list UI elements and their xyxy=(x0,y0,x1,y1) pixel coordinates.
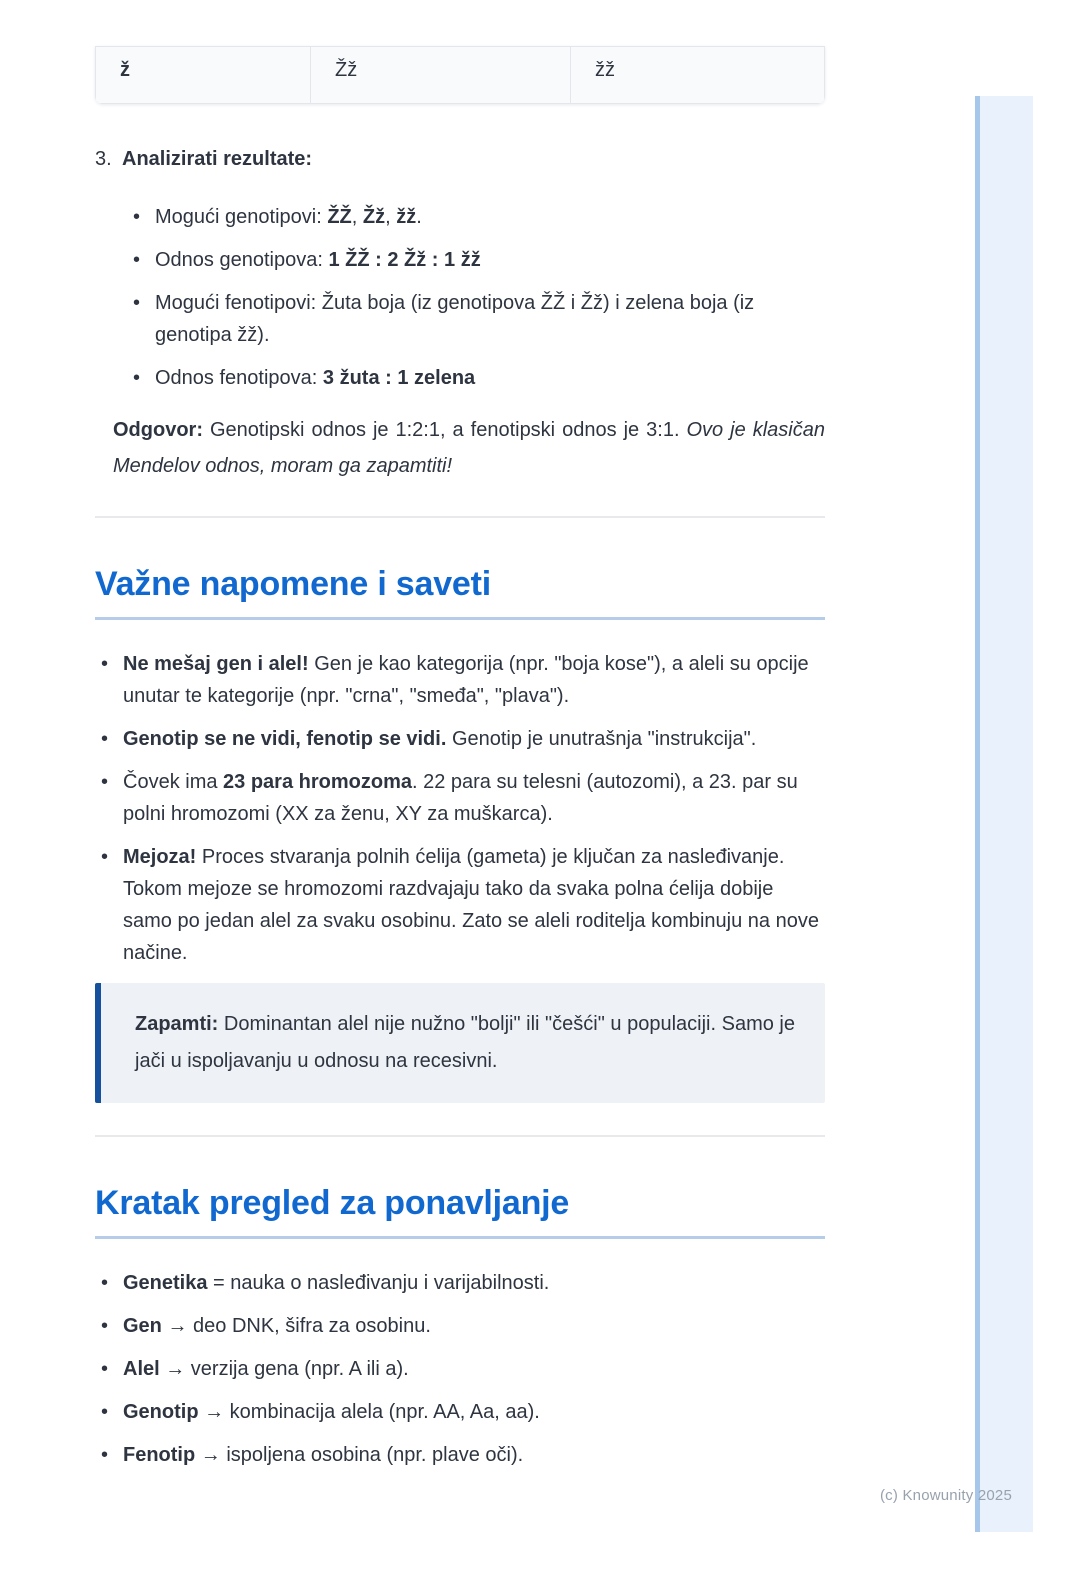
document-content xyxy=(95,46,825,1471)
review-list xyxy=(95,1267,825,1471)
section-divider xyxy=(95,516,825,518)
page-side-highlight-bar xyxy=(975,96,1033,1532)
list-item: • Čovek ima 23 para hromozoma. 22 para su telesni (autozomi), a 23. par su polni hromozomi (XX za ženu, XY za muškarca). xyxy=(123,766,825,830)
list-item: • Alel → verzija gena (npr. A ili a). xyxy=(123,1353,825,1385)
list-item: • Genetika = nauka o nasleđivanju i varijabilnosti. xyxy=(123,1267,825,1299)
list-item: • Odnos fenotipova: 3 žuta : 1 zelena xyxy=(155,362,815,394)
step-title: Analizirati rezultate: xyxy=(122,148,313,170)
callout-box: Zapamti: Dominantan alel nije nužno "bolji" ili "češći" u populaciji. Samo je jači u ispoljavanju u odnosu na recesivni. xyxy=(95,983,825,1103)
section-divider xyxy=(95,1135,825,1137)
punnett-table-row xyxy=(95,46,825,104)
list-item: • Ne mešaj gen i alel! Gen je kao kategorija (npr. "boja kose"), a aleli su opcije unutar te kategorije (npr. "crna", "smeđa", "plava"). xyxy=(123,648,825,712)
list-item: • Mejoza! Proces stvaranja polnih ćelija (gameta) je ključan za nasleđivanje. Tokom mejoze se hromozomi razdvajaju tako da svaka polna ćelija dobije samo po jedan alel za svaku osobinu. Zato se aleli roditelja kombinuju na nove načine. xyxy=(123,841,825,969)
punnett-cell: žž xyxy=(570,47,825,104)
section-title-review: Kratak pregled za ponavljanje xyxy=(95,1183,825,1239)
footer-copyright: (c) Knowunity 2025 xyxy=(879,1487,1012,1504)
answer-paragraph: Odgovor: Genotipski odnos je 1:2:1, a fenotipski odnos je 3:1. Ovo je klasičan Mendelov odnos, moram ga zapamtiti! xyxy=(113,419,825,477)
numbered-step xyxy=(95,146,825,173)
analysis-list xyxy=(127,201,825,394)
notes-list xyxy=(95,648,825,969)
list-item: • Genotip → kombinacija alela (npr. AA, Aa, aa). xyxy=(123,1396,825,1428)
list-item: • Genotip se ne vidi, fenotip se vidi. Genotip je unutrašnja "instrukcija". xyxy=(123,723,825,755)
list-item: • Mogući genotipovi: ŽŽ, Žž, žž. xyxy=(155,201,815,233)
section-title-notes: Važne napomene i saveti xyxy=(95,564,825,620)
list-item: • Fenotip → ispoljena osobina (npr. plave oči). xyxy=(123,1439,825,1471)
list-item: • Mogući fenotipovi: Žuta boja (iz genotipova ŽŽ i Žž) i zelena boja (iz genotipa žž). xyxy=(155,287,815,351)
punnett-cell: Žž xyxy=(310,47,570,104)
punnett-row-header-cell: ž xyxy=(95,47,310,104)
list-item: • Odnos genotipova: 1 ŽŽ : 2 Žž : 1 žž xyxy=(155,244,815,276)
step-number: 3. xyxy=(95,148,112,170)
list-item: • Gen → deo DNK, šifra za osobinu. xyxy=(123,1310,825,1342)
